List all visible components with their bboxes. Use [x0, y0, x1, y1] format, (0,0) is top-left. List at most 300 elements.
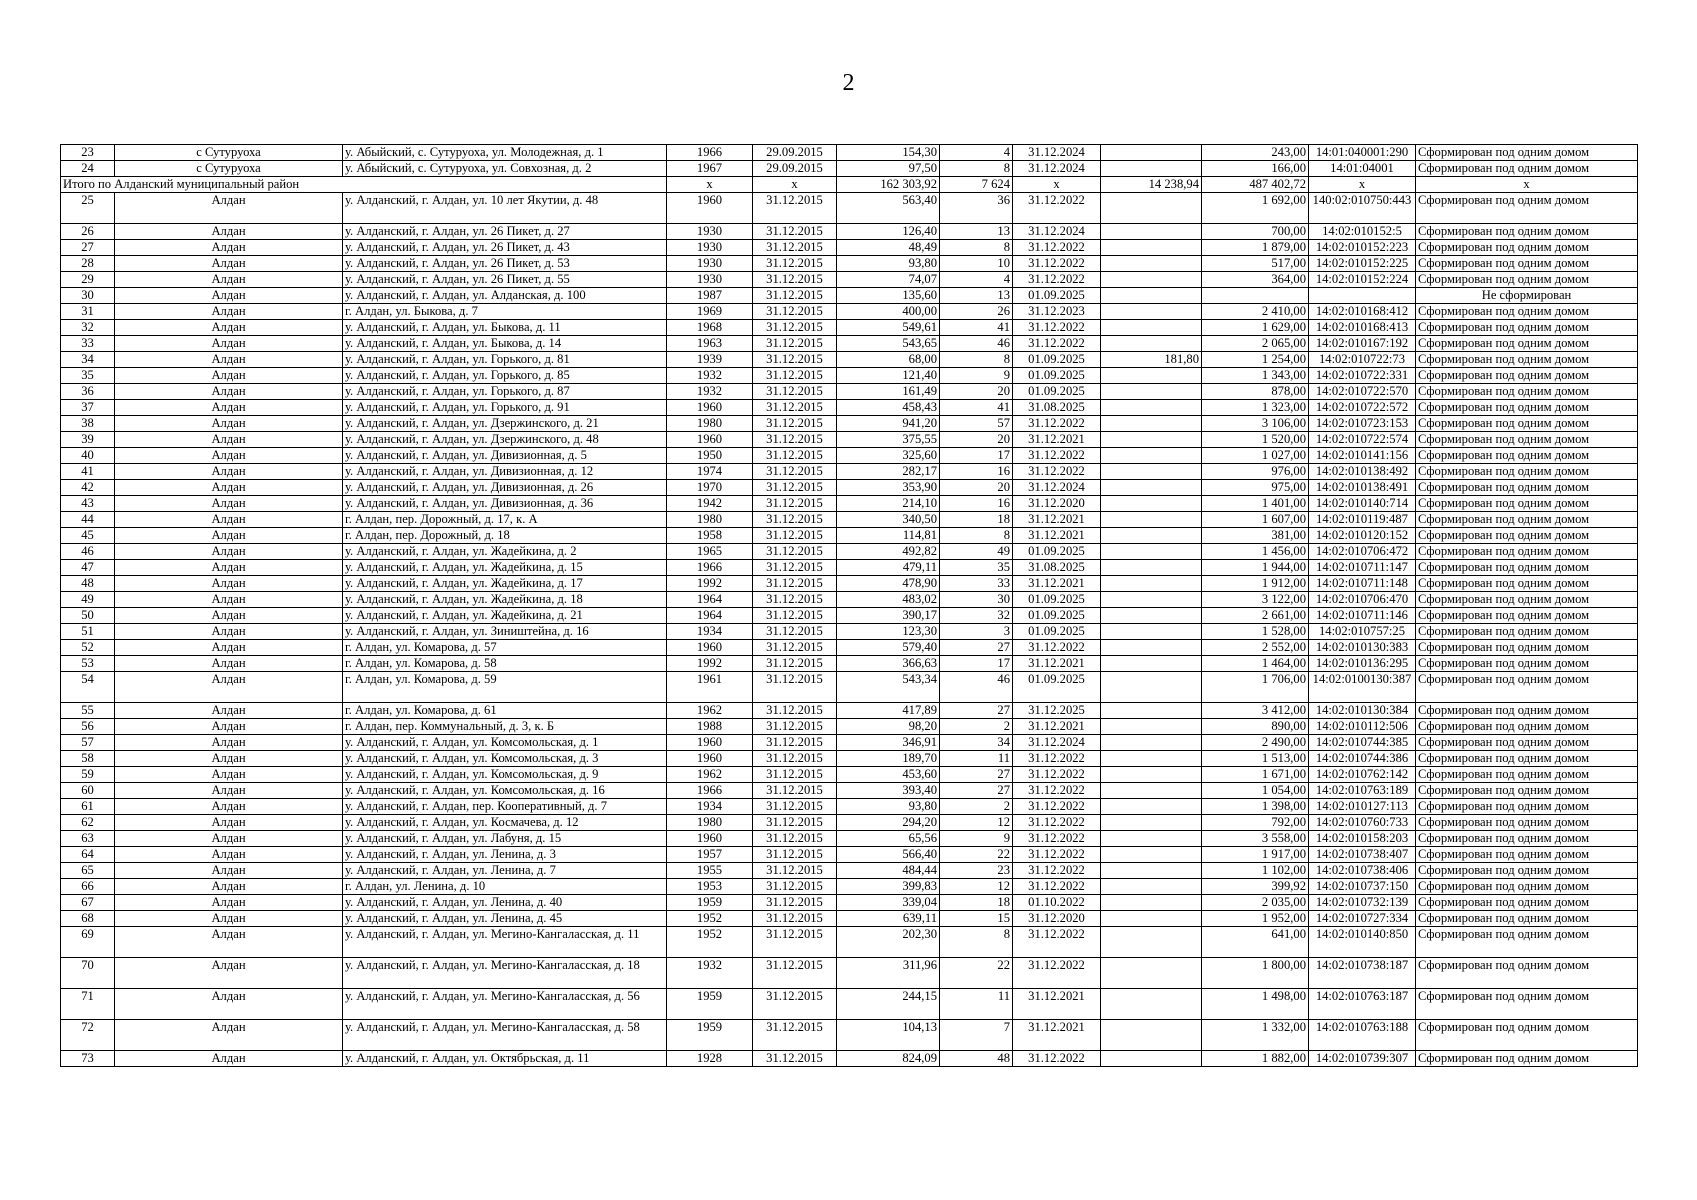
- total-cost-cell: 487 402,72: [1202, 177, 1309, 193]
- total-label: Итого по Алданский муниципальный район: [61, 177, 667, 193]
- status-cell: Сформирован под одним домом: [1416, 656, 1638, 672]
- residents-cell: 9: [940, 831, 1013, 847]
- address-cell: у. Алданский, г. Алдан, ул. Горького, д. 85: [343, 368, 667, 384]
- residents-cell: 8: [940, 927, 1013, 958]
- extra-value-cell: [1101, 624, 1202, 640]
- cost-cell: 1 456,00: [1202, 544, 1309, 560]
- year-built-cell: 1970: [667, 480, 753, 496]
- page-number: 2: [842, 70, 855, 96]
- extra-value-cell: [1101, 304, 1202, 320]
- settlement-cell: Алдан: [115, 911, 343, 927]
- address-cell: г. Алдан, ул. Комарова, д. 57: [343, 640, 667, 656]
- row-number: 63: [61, 831, 115, 847]
- row-number: 27: [61, 240, 115, 256]
- cadastral-number-cell: 14:02:010711:147: [1309, 560, 1416, 576]
- row-number: 52: [61, 640, 115, 656]
- extra-value-cell: [1101, 544, 1202, 560]
- planned-date-cell: 31.08.2025: [1013, 560, 1101, 576]
- row-number: 47: [61, 560, 115, 576]
- extra-value-cell: [1101, 272, 1202, 288]
- settlement-cell: Алдан: [115, 640, 343, 656]
- table-row: [61, 927, 1638, 958]
- area-cell: 104,13: [837, 1020, 940, 1051]
- table-row: [61, 624, 1638, 640]
- residents-cell: 22: [940, 847, 1013, 863]
- residents-cell: 11: [940, 989, 1013, 1020]
- status-cell: Сформирован под одним домом: [1416, 672, 1638, 703]
- residents-cell: 3: [940, 624, 1013, 640]
- row-number: 38: [61, 416, 115, 432]
- address-cell: у. Алданский, г. Алдан, ул. Жадейкина, д. 18: [343, 592, 667, 608]
- area-cell: 68,00: [837, 352, 940, 368]
- extra-value-cell: [1101, 336, 1202, 352]
- planned-date-cell: 31.12.2022: [1013, 193, 1101, 224]
- cost-cell: 1 398,00: [1202, 799, 1309, 815]
- extra-value-cell: [1101, 719, 1202, 735]
- planned-date-cell: 31.12.2022: [1013, 815, 1101, 831]
- date-cell: 31.12.2015: [753, 927, 837, 958]
- cadastral-number-cell: 14:02:010112:506: [1309, 719, 1416, 735]
- cadastral-number-cell: 14:02:010738:187: [1309, 958, 1416, 989]
- planned-date-cell: 31.12.2024: [1013, 480, 1101, 496]
- settlement-cell: Алдан: [115, 576, 343, 592]
- date-cell: 31.12.2015: [753, 224, 837, 240]
- planned-date-cell: 31.12.2021: [1013, 656, 1101, 672]
- planned-date-cell: 31.12.2022: [1013, 256, 1101, 272]
- total-plan-cell: х: [1013, 177, 1101, 193]
- residents-cell: 20: [940, 480, 1013, 496]
- year-built-cell: 1966: [667, 783, 753, 799]
- year-built-cell: 1962: [667, 703, 753, 719]
- table-row: [61, 161, 1638, 177]
- address-cell: г. Алдан, ул. Быкова, д. 7: [343, 304, 667, 320]
- cadastral-number-cell: 14:02:010722:331: [1309, 368, 1416, 384]
- date-cell: 31.12.2015: [753, 432, 837, 448]
- status-cell: Сформирован под одним домом: [1416, 528, 1638, 544]
- area-cell: 97,50: [837, 161, 940, 177]
- cadastral-number-cell: 14:02:010763:188: [1309, 1020, 1416, 1051]
- year-built-cell: 1980: [667, 416, 753, 432]
- planned-date-cell: 31.12.2022: [1013, 847, 1101, 863]
- cadastral-number-cell: 14:02:010738:407: [1309, 847, 1416, 863]
- cadastral-number-cell: 14:02:010141:156: [1309, 448, 1416, 464]
- status-cell: Сформирован под одним домом: [1416, 368, 1638, 384]
- cost-cell: 1 464,00: [1202, 656, 1309, 672]
- status-cell: Сформирован под одним домом: [1416, 895, 1638, 911]
- cadastral-number-cell: 14:02:010152:223: [1309, 240, 1416, 256]
- status-cell: Сформирован под одним домом: [1416, 496, 1638, 512]
- area-cell: 478,90: [837, 576, 940, 592]
- row-number: 70: [61, 958, 115, 989]
- year-built-cell: 1934: [667, 799, 753, 815]
- cadastral-number-cell: 14:02:010763:189: [1309, 783, 1416, 799]
- row-number: 54: [61, 672, 115, 703]
- area-cell: 543,65: [837, 336, 940, 352]
- extra-value-cell: [1101, 815, 1202, 831]
- extra-value-cell: [1101, 145, 1202, 161]
- settlement-cell: Алдан: [115, 751, 343, 767]
- cost-cell: 1 917,00: [1202, 847, 1309, 863]
- residents-cell: 4: [940, 272, 1013, 288]
- extra-value-cell: [1101, 895, 1202, 911]
- status-cell: Сформирован под одним домом: [1416, 336, 1638, 352]
- area-cell: 346,91: [837, 735, 940, 751]
- date-cell: 31.12.2015: [753, 272, 837, 288]
- year-built-cell: 1960: [667, 432, 753, 448]
- settlement-cell: Алдан: [115, 831, 343, 847]
- date-cell: 31.12.2015: [753, 544, 837, 560]
- row-number: 59: [61, 767, 115, 783]
- status-cell: Сформирован под одним домом: [1416, 703, 1638, 719]
- date-cell: 31.12.2015: [753, 879, 837, 895]
- residents-cell: 41: [940, 400, 1013, 416]
- planned-date-cell: 01.10.2022: [1013, 895, 1101, 911]
- cadastral-number-cell: 14:02:010711:148: [1309, 576, 1416, 592]
- cost-cell: [1202, 288, 1309, 304]
- row-number: 57: [61, 735, 115, 751]
- settlement-cell: Алдан: [115, 958, 343, 989]
- date-cell: 31.12.2015: [753, 989, 837, 1020]
- planned-date-cell: 31.12.2022: [1013, 320, 1101, 336]
- settlement-cell: Алдан: [115, 528, 343, 544]
- residents-cell: 2: [940, 799, 1013, 815]
- extra-value-cell: [1101, 911, 1202, 927]
- date-cell: 31.12.2015: [753, 863, 837, 879]
- row-number: 68: [61, 911, 115, 927]
- planned-date-cell: 01.09.2025: [1013, 624, 1101, 640]
- cadastral-number-cell: 14:02:010722:574: [1309, 432, 1416, 448]
- date-cell: 31.12.2015: [753, 576, 837, 592]
- extra-value-cell: [1101, 672, 1202, 703]
- status-cell: Сформирован под одним домом: [1416, 161, 1638, 177]
- table-row: [61, 847, 1638, 863]
- area-cell: 543,34: [837, 672, 940, 703]
- year-built-cell: 1961: [667, 672, 753, 703]
- address-cell: у. Алданский, г. Алдан, ул. Зиништейна, д. 16: [343, 624, 667, 640]
- residents-cell: 27: [940, 767, 1013, 783]
- table-row: [61, 416, 1638, 432]
- row-number: 48: [61, 576, 115, 592]
- extra-value-cell: [1101, 384, 1202, 400]
- settlement-cell: Алдан: [115, 879, 343, 895]
- address-cell: у. Алданский, г. Алдан, ул. 26 Пикет, д. 43: [343, 240, 667, 256]
- cadastral-number-cell: 14:02:010744:385: [1309, 735, 1416, 751]
- table-row: [61, 989, 1638, 1020]
- status-cell: Сформирован под одним домом: [1416, 544, 1638, 560]
- address-cell: у. Алданский, г. Алдан, ул. Мегино-Кангаласская, д. 58: [343, 1020, 667, 1051]
- date-cell: 31.12.2015: [753, 336, 837, 352]
- date-cell: 31.12.2015: [753, 512, 837, 528]
- settlement-cell: Алдан: [115, 989, 343, 1020]
- address-cell: у. Алданский, г. Алдан, ул. Комсомольская, д. 1: [343, 735, 667, 751]
- status-cell: Сформирован под одним домом: [1416, 592, 1638, 608]
- residents-cell: 18: [940, 512, 1013, 528]
- year-built-cell: 1930: [667, 256, 753, 272]
- date-cell: 31.12.2015: [753, 464, 837, 480]
- status-cell: Сформирован под одним домом: [1416, 256, 1638, 272]
- address-cell: у. Алданский, г. Алдан, ул. Дзержинского, д. 21: [343, 416, 667, 432]
- table-row: [61, 672, 1638, 703]
- cost-cell: 1 629,00: [1202, 320, 1309, 336]
- settlement-cell: Алдан: [115, 1051, 343, 1067]
- status-cell: Сформирован под одним домом: [1416, 464, 1638, 480]
- cadastral-number-cell: 14:02:010140:850: [1309, 927, 1416, 958]
- year-built-cell: 1950: [667, 448, 753, 464]
- area-cell: 400,00: [837, 304, 940, 320]
- row-number: 24: [61, 161, 115, 177]
- settlement-cell: Алдан: [115, 193, 343, 224]
- address-cell: у. Алданский, г. Алдан, ул. Мегино-Кангаласская, д. 11: [343, 927, 667, 958]
- status-cell: Сформирован под одним домом: [1416, 320, 1638, 336]
- year-built-cell: 1930: [667, 224, 753, 240]
- year-built-cell: 1965: [667, 544, 753, 560]
- cost-cell: 3 558,00: [1202, 831, 1309, 847]
- status-cell: Сформирован под одним домом: [1416, 560, 1638, 576]
- residents-cell: 2: [940, 719, 1013, 735]
- row-number: 40: [61, 448, 115, 464]
- table-row: [61, 320, 1638, 336]
- year-built-cell: 1942: [667, 496, 753, 512]
- row-number: 53: [61, 656, 115, 672]
- status-cell: Сформирован под одним домом: [1416, 863, 1638, 879]
- address-cell: г. Алдан, пер. Дорожный, д. 17, к. А: [343, 512, 667, 528]
- date-cell: 31.12.2015: [753, 368, 837, 384]
- address-cell: у. Алданский, г. Алдан, ул. Горького, д. 87: [343, 384, 667, 400]
- extra-value-cell: [1101, 847, 1202, 863]
- residents-cell: 8: [940, 240, 1013, 256]
- residents-cell: 35: [940, 560, 1013, 576]
- planned-date-cell: 31.12.2022: [1013, 863, 1101, 879]
- date-cell: 31.12.2015: [753, 703, 837, 719]
- cost-cell: 1 800,00: [1202, 958, 1309, 989]
- address-cell: у. Алданский, г. Алдан, ул. Мегино-Кангаласская, д. 18: [343, 958, 667, 989]
- residents-cell: 36: [940, 193, 1013, 224]
- planned-date-cell: 01.09.2025: [1013, 592, 1101, 608]
- planned-date-cell: 31.12.2022: [1013, 416, 1101, 432]
- total-row: [61, 177, 1638, 193]
- extra-value-cell: [1101, 161, 1202, 177]
- status-cell: Сформирован под одним домом: [1416, 767, 1638, 783]
- row-number: 43: [61, 496, 115, 512]
- table-row: [61, 879, 1638, 895]
- extra-value-cell: [1101, 799, 1202, 815]
- extra-value-cell: [1101, 416, 1202, 432]
- area-cell: 399,83: [837, 879, 940, 895]
- planned-date-cell: 31.12.2022: [1013, 879, 1101, 895]
- extra-value-cell: [1101, 863, 1202, 879]
- settlement-cell: Алдан: [115, 799, 343, 815]
- extra-value-cell: [1101, 560, 1202, 576]
- planned-date-cell: 31.12.2022: [1013, 831, 1101, 847]
- area-cell: 824,09: [837, 1051, 940, 1067]
- date-cell: 31.12.2015: [753, 1051, 837, 1067]
- cost-cell: 1 054,00: [1202, 783, 1309, 799]
- date-cell: 31.12.2015: [753, 496, 837, 512]
- residents-cell: 20: [940, 384, 1013, 400]
- planned-date-cell: 31.12.2024: [1013, 161, 1101, 177]
- settlement-cell: Алдан: [115, 624, 343, 640]
- status-cell: Сформирован под одним домом: [1416, 1020, 1638, 1051]
- status-cell: Сформирован под одним домом: [1416, 193, 1638, 224]
- planned-date-cell: 31.12.2022: [1013, 464, 1101, 480]
- status-cell: Сформирован под одним домом: [1416, 751, 1638, 767]
- settlement-cell: Алдан: [115, 240, 343, 256]
- residents-cell: 8: [940, 161, 1013, 177]
- settlement-cell: Алдан: [115, 735, 343, 751]
- year-built-cell: 1958: [667, 528, 753, 544]
- row-number: 37: [61, 400, 115, 416]
- address-cell: г. Алдан, ул. Комарова, д. 61: [343, 703, 667, 719]
- area-cell: 311,96: [837, 958, 940, 989]
- cost-cell: 243,00: [1202, 145, 1309, 161]
- residents-cell: 16: [940, 496, 1013, 512]
- row-number: 66: [61, 879, 115, 895]
- year-built-cell: 1966: [667, 145, 753, 161]
- table-row: [61, 480, 1638, 496]
- row-number: 34: [61, 352, 115, 368]
- row-number: 64: [61, 847, 115, 863]
- table-row: [61, 193, 1638, 224]
- planned-date-cell: 31.12.2023: [1013, 304, 1101, 320]
- cost-cell: 399,92: [1202, 879, 1309, 895]
- year-built-cell: 1980: [667, 815, 753, 831]
- date-cell: 31.12.2015: [753, 895, 837, 911]
- extra-value-cell: [1101, 703, 1202, 719]
- address-cell: у. Алданский, г. Алдан, ул. Быкова, д. 11: [343, 320, 667, 336]
- status-cell: Сформирован под одним домом: [1416, 799, 1638, 815]
- address-cell: у. Алданский, г. Алдан, ул. Лабуня, д. 15: [343, 831, 667, 847]
- cost-cell: 1 498,00: [1202, 989, 1309, 1020]
- cost-cell: 517,00: [1202, 256, 1309, 272]
- row-number: 30: [61, 288, 115, 304]
- area-cell: 294,20: [837, 815, 940, 831]
- cost-cell: 3 412,00: [1202, 703, 1309, 719]
- date-cell: 31.12.2015: [753, 320, 837, 336]
- address-cell: у. Алданский, г. Алдан, ул. Дивизионная, д. 26: [343, 480, 667, 496]
- area-cell: 417,89: [837, 703, 940, 719]
- address-cell: г. Алдан, ул. Комарова, д. 58: [343, 656, 667, 672]
- date-cell: 31.12.2015: [753, 719, 837, 735]
- address-cell: у. Алданский, г. Алдан, ул. Октябрьская, д. 11: [343, 1051, 667, 1067]
- date-cell: 31.12.2015: [753, 751, 837, 767]
- row-number: 31: [61, 304, 115, 320]
- area-cell: 282,17: [837, 464, 940, 480]
- extra-value-cell: [1101, 927, 1202, 958]
- cost-cell: 2 490,00: [1202, 735, 1309, 751]
- date-cell: 31.12.2015: [753, 656, 837, 672]
- residents-cell: 17: [940, 656, 1013, 672]
- planned-date-cell: 01.09.2025: [1013, 672, 1101, 703]
- area-cell: 93,80: [837, 799, 940, 815]
- extra-value-cell: 181,80: [1101, 352, 1202, 368]
- area-cell: 639,11: [837, 911, 940, 927]
- table-row: [61, 544, 1638, 560]
- table-row: [61, 448, 1638, 464]
- cadastral-number-cell: 14:01:040001:290: [1309, 145, 1416, 161]
- residents-cell: 8: [940, 352, 1013, 368]
- residents-cell: 27: [940, 640, 1013, 656]
- year-built-cell: 1930: [667, 272, 753, 288]
- area-cell: 48,49: [837, 240, 940, 256]
- cost-cell: 1 102,00: [1202, 863, 1309, 879]
- date-cell: 31.12.2015: [753, 911, 837, 927]
- cadastral-number-cell: 14:02:010739:307: [1309, 1051, 1416, 1067]
- cadastral-number-cell: 14:02:010737:150: [1309, 879, 1416, 895]
- residents-cell: 15: [940, 911, 1013, 927]
- extra-value-cell: [1101, 989, 1202, 1020]
- cadastral-number-cell: 14:02:010757:25: [1309, 624, 1416, 640]
- residents-cell: 41: [940, 320, 1013, 336]
- cadastral-number-cell: [1309, 288, 1416, 304]
- cost-cell: 1 706,00: [1202, 672, 1309, 703]
- area-cell: 353,90: [837, 480, 940, 496]
- table-row: [61, 288, 1638, 304]
- date-cell: 31.12.2015: [753, 672, 837, 703]
- status-cell: Сформирован под одним домом: [1416, 927, 1638, 958]
- cadastral-number-cell: 14:02:010744:386: [1309, 751, 1416, 767]
- year-built-cell: 1932: [667, 384, 753, 400]
- date-cell: 31.12.2015: [753, 592, 837, 608]
- cadastral-number-cell: 14:02:010711:146: [1309, 608, 1416, 624]
- planned-date-cell: 31.12.2024: [1013, 145, 1101, 161]
- table-row: [61, 224, 1638, 240]
- settlement-cell: Алдан: [115, 1020, 343, 1051]
- table-row: [61, 560, 1638, 576]
- extra-value-cell: [1101, 224, 1202, 240]
- cadastral-number-cell: 14:02:010168:413: [1309, 320, 1416, 336]
- extra-value-cell: [1101, 193, 1202, 224]
- table-row: [61, 719, 1638, 735]
- extra-value-cell: [1101, 288, 1202, 304]
- address-cell: г. Алдан, пер. Дорожный, д. 18: [343, 528, 667, 544]
- status-cell: Сформирован под одним домом: [1416, 735, 1638, 751]
- cadastral-number-cell: 14:02:0100130:387: [1309, 672, 1416, 703]
- row-number: 33: [61, 336, 115, 352]
- residents-cell: 32: [940, 608, 1013, 624]
- status-cell: Не сформирован: [1416, 288, 1638, 304]
- area-cell: 479,11: [837, 560, 940, 576]
- year-built-cell: 1960: [667, 193, 753, 224]
- settlement-cell: Алдан: [115, 719, 343, 735]
- table-row: [61, 592, 1638, 608]
- cadastral-number-cell: 14:02:010152:5: [1309, 224, 1416, 240]
- status-cell: Сформирован под одним домом: [1416, 224, 1638, 240]
- address-cell: у. Алданский, г. Алдан, ул. Ленина, д. 3: [343, 847, 667, 863]
- row-number: 51: [61, 624, 115, 640]
- date-cell: 29.09.2015: [753, 161, 837, 177]
- cost-cell: 1 513,00: [1202, 751, 1309, 767]
- row-number: 73: [61, 1051, 115, 1067]
- row-number: 26: [61, 224, 115, 240]
- residents-cell: 27: [940, 783, 1013, 799]
- planned-date-cell: 31.12.2022: [1013, 448, 1101, 464]
- extra-value-cell: [1101, 496, 1202, 512]
- year-built-cell: 1969: [667, 304, 753, 320]
- planned-date-cell: 31.12.2021: [1013, 512, 1101, 528]
- status-cell: Сформирован под одним домом: [1416, 272, 1638, 288]
- settlement-cell: с Сутуруоха: [115, 161, 343, 177]
- date-cell: 31.12.2015: [753, 608, 837, 624]
- planned-date-cell: 01.09.2025: [1013, 352, 1101, 368]
- settlement-cell: Алдан: [115, 304, 343, 320]
- address-cell: у. Алданский, г. Алдан, ул. Жадейкина, д. 21: [343, 608, 667, 624]
- year-built-cell: 1960: [667, 751, 753, 767]
- row-number: 72: [61, 1020, 115, 1051]
- area-cell: 121,40: [837, 368, 940, 384]
- row-number: 55: [61, 703, 115, 719]
- address-cell: у. Алданский, г. Алдан, ул. Жадейкина, д. 2: [343, 544, 667, 560]
- table-row: [61, 958, 1638, 989]
